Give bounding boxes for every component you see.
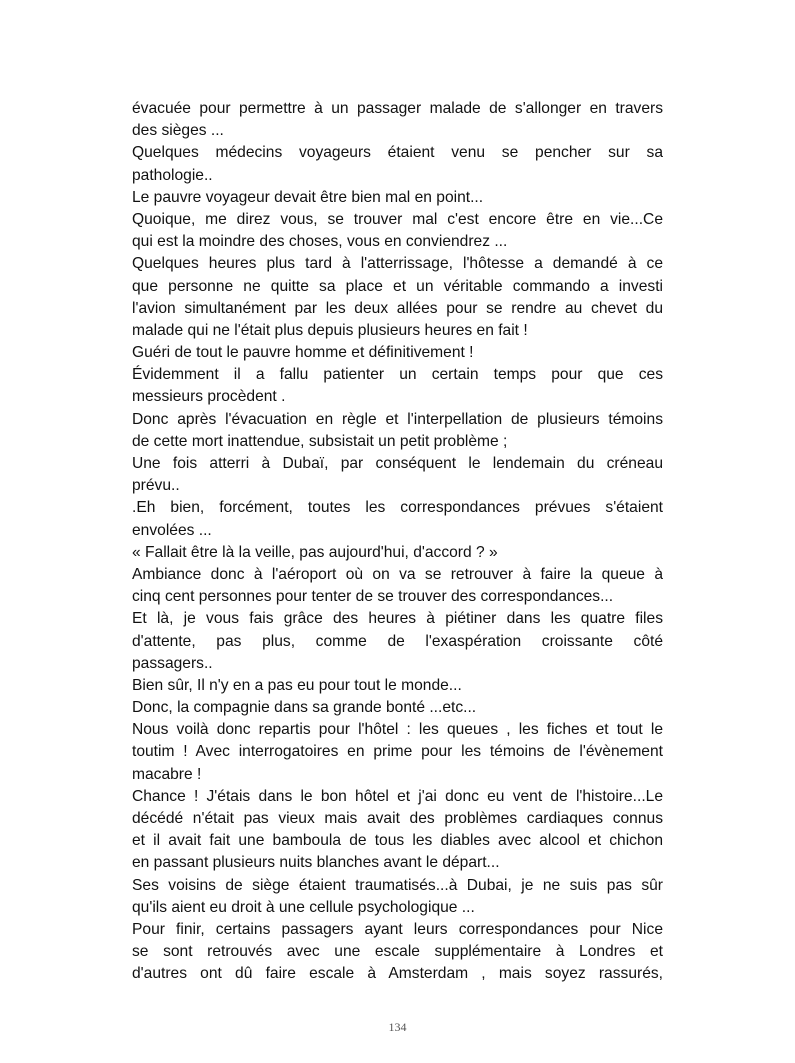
text-line: Pour finir, certains passagers ayant leurs correspondances pour Nice [132, 920, 663, 938]
text-line: se sont retrouvés avec une escale supplémentaire à Londres et [132, 943, 663, 961]
text-line: Chance ! J'étais dans le bon hôtel et j'ai donc eu vent de l'histoire...Le [132, 787, 663, 805]
text-line: messieurs procèdent . [132, 388, 286, 406]
text-line: pathologie.. [132, 166, 213, 184]
text-line: Quelques heures plus tard à l'atterrissage, l'hôtesse a demandé à ce [132, 255, 663, 273]
text-line: Donc, la compagnie dans sa grande bonté ...etc... [132, 699, 477, 717]
text-line: Bien sûr, Il n'y en a pas eu pour tout le monde... [132, 676, 462, 694]
text-line: Et là, je vous fais grâce des heures à piétiner dans les quatre files [132, 610, 663, 628]
text-line: envolées ... [132, 521, 212, 539]
text-line: et il avait fait une bamboula de tous les diables avec alcool et chichon [132, 832, 663, 850]
text-line: en passant plusieurs nuits blanches avant le départ... [132, 854, 500, 872]
text-line: cinq cent personnes pour tenter de se trouver des correspondances... [132, 588, 614, 606]
text-line: passagers.. [132, 654, 213, 672]
text-line: l'avion simultanément par les deux allées pour se rendre au chevet du [132, 299, 663, 317]
text-line: Donc après l'évacuation en règle et l'interpellation de plusieurs témoins [132, 410, 663, 428]
text-line: Ses voisins de siège étaient traumatisés...à Dubai, je ne suis pas sûr [132, 876, 663, 894]
text-line: Une fois atterri à Dubaï, par conséquent le lendemain du créneau [132, 455, 663, 472]
text-line: Le pauvre voyageur devait être bien mal en point... [132, 188, 484, 206]
text-line: Quoique, me direz vous, se trouver mal c'est encore être en vie...Ce [132, 210, 663, 228]
text-line: de cette mort inattendue, subsistait un petit problème ; [132, 432, 508, 450]
text-line: Guéri de tout le pauvre homme et définitivement ! [132, 344, 474, 362]
page-number: 134 [388, 1020, 407, 1034]
text-line: évacuée pour permettre à un passager malade de s'allonger en travers [132, 100, 663, 117]
text-line: que personne ne quitte sa place et un véritable commando a investi [132, 277, 663, 295]
body-text [132, 98, 663, 986]
text-line: « Fallait être là la veille, pas aujourd'hui, d'accord ? » [132, 543, 498, 561]
text-line: qu'ils aient eu droit à une cellule psychologique ... [132, 898, 475, 916]
text-line: .Eh bien, forcément, toutes les correspondances prévues s'étaient [132, 499, 663, 517]
text-line: prévu.. [132, 477, 180, 495]
text-line: d'attente, pas plus, comme de l'exaspération croissante côté [132, 632, 663, 650]
text-line: macabre ! [132, 765, 202, 783]
text-line: qui est la moindre des choses, vous en conviendrez ... [132, 233, 508, 251]
text-line: malade qui ne l'était plus depuis plusieurs heures en fait ! [132, 321, 528, 339]
text-line: décédé n'était pas vieux mais avait des problèmes cardiaques connus [132, 810, 663, 827]
text-line: d'autres ont dû faire escale à Amsterdam , mais soyez rassurés, [132, 965, 663, 983]
text-line: des sièges ... [132, 122, 224, 140]
text-line: toutim ! Avec interrogatoires en prime pour les témoins de l'évènement [132, 743, 663, 761]
text-line: Quelques médecins voyageurs étaient venu se pencher sur sa [132, 144, 663, 162]
text-line: Ambiance donc à l'aéroport où on va se retrouver à faire la queue à [132, 565, 663, 583]
text-line: Évidemment il a fallu patienter un certain temps pour que ces [132, 366, 663, 384]
text-line: Nous voilà donc repartis pour l'hôtel : les queues , les fiches et tout le [132, 721, 663, 739]
